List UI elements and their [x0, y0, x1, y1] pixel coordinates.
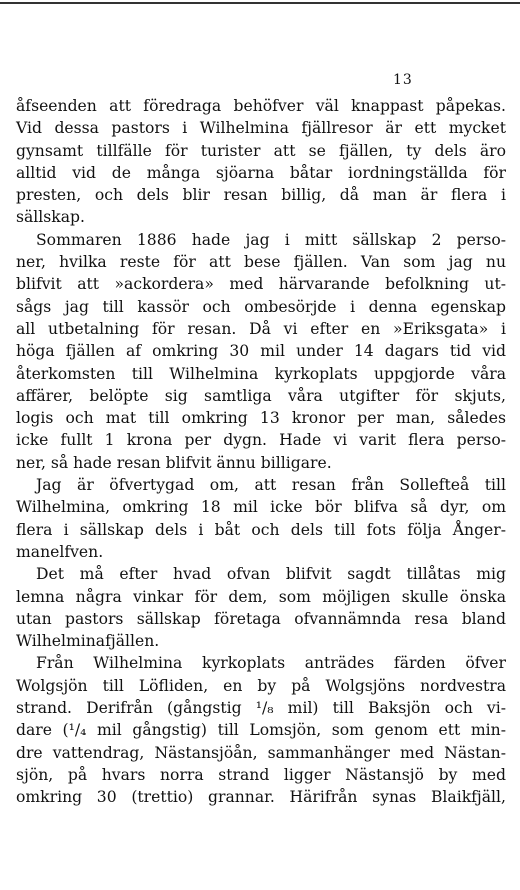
- text-line: Sommaren 1886 hade jag i mitt sällskap 2 perso-: [36, 230, 506, 249]
- text-line: sågs jag till kassör och ombesörjde i denna egenskap: [16, 297, 506, 316]
- text-line: Vid dessa pastors i Wilhelmina fjällresor är ett mycket: [16, 119, 506, 138]
- text-line: sällskap.: [16, 208, 85, 227]
- text-line: åfseenden att föredraga behöfver väl knappast påpekas.: [16, 97, 506, 115]
- text-line: Wilhelminafjällen.: [16, 632, 160, 651]
- text-line: gynsamt tillfälle för turister att se fjällen, ty dels äro: [16, 141, 506, 160]
- text-line: icke fullt 1 krona per dygn. Hade vi varit flera perso-: [16, 431, 506, 450]
- text-line: dare (¹/₄ mil gångstig) till Lomsjön, som genom ett min-: [16, 721, 506, 740]
- text-line: alltid vid de många sjöarna båtar iordningställda för: [16, 163, 506, 182]
- text-line: ner, så hade resan blifvit ännu billigare.: [16, 453, 332, 472]
- text-line: dre vattendrag, Nästansjöån, sammanhänger med Nästan-: [16, 743, 506, 762]
- page-number: 13: [393, 72, 413, 88]
- top-rule: [0, 2, 520, 4]
- text-line: höga fjällen af omkring 30 mil under 14 dagars tid vid: [16, 342, 506, 361]
- text-line: all utbetalning för resan. Då vi efter en »Eriksgata» i: [16, 319, 506, 338]
- text-line: strand. Derifrån (gångstig ¹/₈ mil) till Baksjön och vi-: [16, 699, 506, 718]
- text-line: lemna några vinkar för dem, som möjligen skulle önska: [16, 587, 506, 606]
- text-line: sjön, på hvars norra strand ligger Nästansjö by med: [16, 765, 506, 784]
- text-line: ner, hvilka reste för att bese fjällen. Van som jag nu: [16, 253, 506, 272]
- text-line: affärer, belöpte sig samtliga våra utgifter för skjuts,: [16, 386, 506, 405]
- body-text: [16, 95, 506, 809]
- text-line: Wilhelmina, omkring 18 mil icke bör blifva så dyr, om: [16, 498, 506, 517]
- text-line: Wolgsjön till Löfliden, en by på Wolgsjöns nordvestra: [16, 676, 506, 695]
- text-line: omkring 30 (trettio) grannar. Härifrån synas Blaikfjäll,: [16, 788, 506, 807]
- text-line: blifvit att »ackordera» med härvarande befolkning ut-: [16, 275, 506, 294]
- text-line: utan pastors sällskap företaga ofvannämnda resa bland: [16, 609, 506, 628]
- text-line: logis och mat till omkring 13 kronor per man, således: [16, 409, 506, 428]
- text-line: flera i sällskap dels i båt och dels till fots följa Ånger-: [16, 520, 506, 539]
- text-line: presten, och dels blir resan billig, då man är flera i: [16, 186, 506, 205]
- text-line: manelfven.: [16, 542, 104, 561]
- text-line: Jag är öfvertygad om, att resan från Sollefteå till: [36, 476, 506, 495]
- text-line: Det må efter hvad ofvan blifvit sagdt tillåtas mig: [36, 565, 506, 584]
- text-line: återkomsten till Wilhelmina kyrkoplats uppgjorde våra: [16, 364, 506, 383]
- text-line: Från Wilhelmina kyrkoplats anträdes färden öfver: [36, 654, 506, 673]
